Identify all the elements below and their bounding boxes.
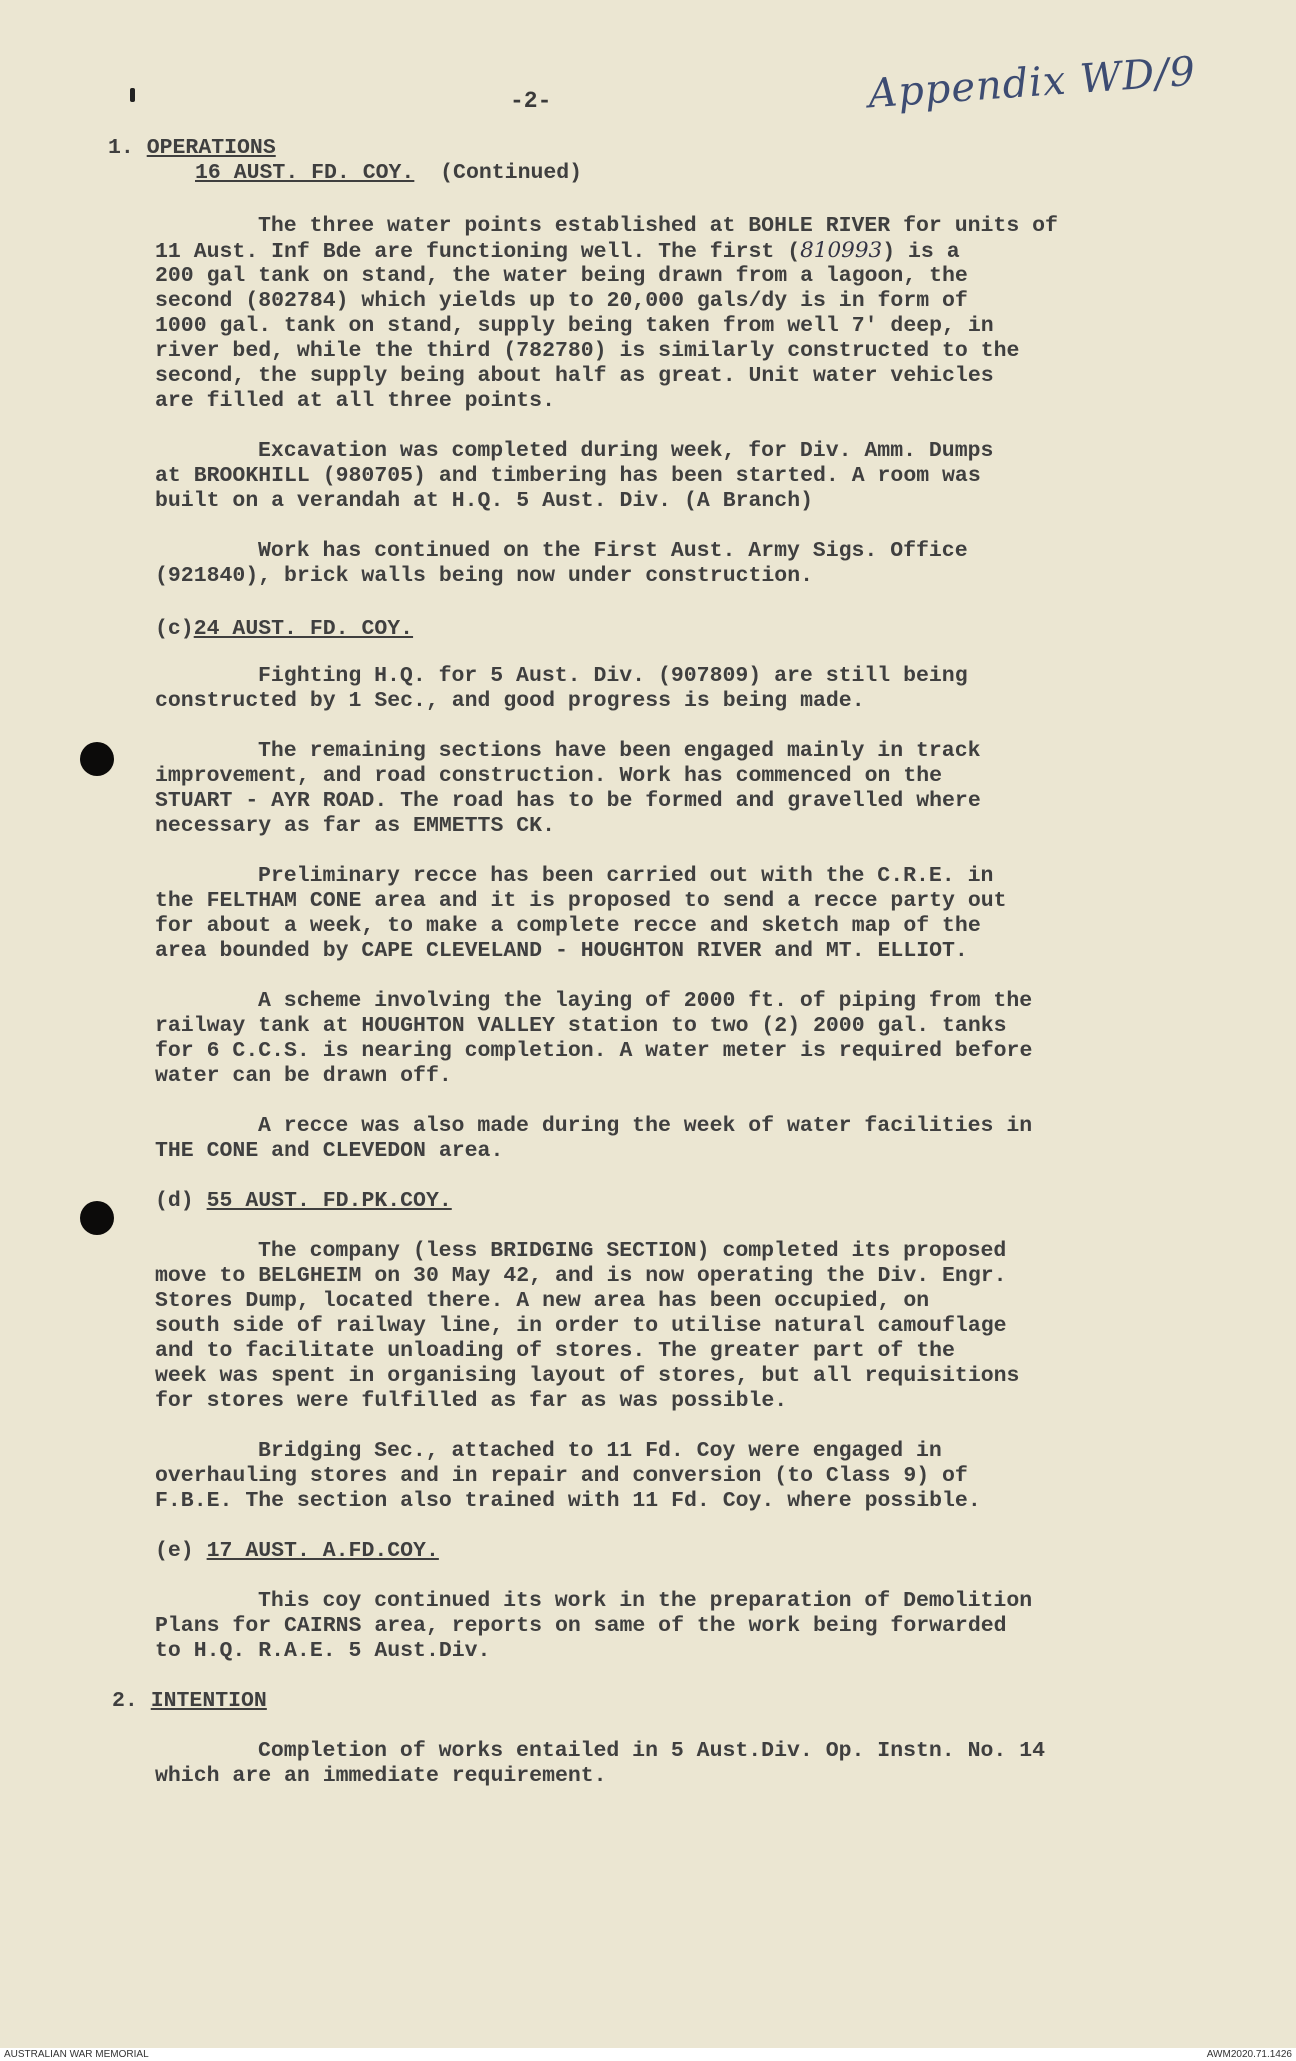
punch-hole-icon bbox=[80, 1201, 114, 1235]
paragraph-line: second (802784) which yields up to 20,000 gals/dy is in form of bbox=[155, 289, 968, 313]
paragraph-line: for stores were fulfilled as far as was possible. bbox=[155, 1389, 788, 1413]
paragraph-line: Bridging Sec., attached to 11 Fd. Coy were engaged in bbox=[258, 1439, 942, 1463]
footer-reference: AWM2020.71.1426 bbox=[1206, 2049, 1292, 2060]
paragraph-line: THE CONE and CLEVEDON area. bbox=[155, 1139, 504, 1163]
paragraph-line: necessary as far as EMMETTS CK. bbox=[155, 814, 555, 838]
archive-footer bbox=[0, 2048, 1296, 2061]
paragraph-line: The company (less BRIDGING SECTION) completed its proposed bbox=[258, 1239, 1007, 1263]
paragraph-line: water can be drawn off. bbox=[155, 1064, 452, 1088]
paragraph-line: 11 Aust. Inf Bde are functioning well. The first (810993) is a bbox=[155, 238, 960, 264]
paragraph-line: The three water points established at BOHLE RIVER for units of bbox=[258, 214, 1058, 238]
paragraph-line: move to BELGHEIM on 30 May 42, and is now operating the Div. Engr. bbox=[155, 1264, 1007, 1288]
paragraph-line: constructed by 1 Sec., and good progress is being made. bbox=[155, 689, 865, 713]
paragraph-line: week was spent in organising layout of stores, but all requisitions bbox=[155, 1364, 1020, 1388]
paragraph-line: for 6 C.C.S. is nearing completion. A water meter is required before bbox=[155, 1039, 1033, 1063]
punch-hole-icon bbox=[80, 742, 114, 776]
paragraph-line: Excavation was completed during week, for Div. Amm. Dumps bbox=[258, 439, 994, 463]
paragraph-line: (921840), brick walls being now under construction. bbox=[155, 564, 814, 588]
paragraph-line: Stores Dump, located there. A new area has been occupied, on bbox=[155, 1289, 930, 1313]
paragraph-line: Completion of works entailed in 5 Aust.Div. Op. Instn. No. 14 bbox=[258, 1739, 1046, 1763]
handwritten-annotation: Appendix WD/9 bbox=[866, 48, 1198, 118]
paragraph-line: F.B.E. The section also trained with 11 Fd. Coy. where possible. bbox=[155, 1489, 981, 1513]
paragraph-line: Fighting H.Q. for 5 Aust. Div. (907809) are still being bbox=[258, 664, 968, 688]
paragraph-line: This coy continued its work in the preparation of Demolition bbox=[258, 1589, 1033, 1613]
page-number: -2- bbox=[510, 88, 552, 114]
paragraph-line: the FELTHAM CONE area and it is proposed to send a recce party out bbox=[155, 889, 1007, 913]
paragraph-line: second, the supply being about half as great. Unit water vehicles bbox=[155, 364, 994, 388]
paragraph-line: south side of railway line, in order to utilise natural camouflage bbox=[155, 1314, 1007, 1338]
section-1-heading: 1. OPERATIONS bbox=[108, 136, 276, 160]
paragraph-line: A recce was also made during the week of water facilities in bbox=[258, 1114, 1033, 1138]
paragraph-line: overhauling stores and in repair and conversion (to Class 9) of bbox=[155, 1464, 968, 1488]
paragraph-line: are filled at all three points. bbox=[155, 389, 555, 413]
pen-mark bbox=[130, 88, 135, 102]
paragraph-line: Plans for CAIRNS area, reports on same of the work being forwarded bbox=[155, 1614, 1007, 1638]
paragraph-line: Work has continued on the First Aust. Army Sigs. Office bbox=[258, 539, 968, 563]
paragraph-line: river bed, while the third (782780) is similarly constructed to the bbox=[155, 339, 1020, 363]
subsection-heading: 16 AUST. FD. COY. (Continued) bbox=[195, 161, 583, 185]
paragraph-line: STUART - AYR ROAD. The road has to be formed and gravelled where bbox=[155, 789, 981, 813]
paragraph-line: at BROOKHILL (980705) and timbering has been started. A room was bbox=[155, 464, 981, 488]
paragraph-line: and to facilitate unloading of stores. The greater part of the bbox=[155, 1339, 955, 1363]
paragraph-line: 200 gal tank on stand, the water being drawn from a lagoon, the bbox=[155, 264, 968, 288]
paragraph-line: for about a week, to make a complete recce and sketch map of the bbox=[155, 914, 981, 938]
paragraph-line: A scheme involving the laying of 2000 ft. of piping from the bbox=[258, 989, 1033, 1013]
paragraph-line: improvement, and road construction. Work has commenced on the bbox=[155, 764, 943, 788]
handwritten-grid-ref: 810993 bbox=[800, 238, 883, 263]
subsection-heading: (e) 17 AUST. A.FD.COY. bbox=[155, 1539, 439, 1563]
paragraph-line: railway tank at HOUGHTON VALLEY station to two (2) 2000 gal. tanks bbox=[155, 1014, 1007, 1038]
paragraph-line: Preliminary recce has been carried out with the C.R.E. in bbox=[258, 864, 994, 888]
subsection-heading: (d) 55 AUST. FD.PK.COY. bbox=[155, 1189, 452, 1213]
paragraph-line: to H.Q. R.A.E. 5 Aust.Div. bbox=[155, 1639, 491, 1663]
paragraph-line: The remaining sections have been engaged mainly in track bbox=[258, 739, 981, 763]
subsection-heading: (c)24 AUST. FD. COY. bbox=[155, 617, 414, 641]
footer-source: AUSTRALIAN WAR MEMORIAL bbox=[4, 2049, 149, 2060]
paragraph-line: 1000 gal. tank on stand, supply being taken from well 7' deep, in bbox=[155, 314, 994, 338]
section-2-heading: 2. INTENTION bbox=[112, 1689, 267, 1713]
paragraph-line: which are an immediate requirement. bbox=[155, 1764, 607, 1788]
paragraph-line: area bounded by CAPE CLEVELAND - HOUGHTON RIVER and MT. ELLIOT. bbox=[155, 939, 968, 963]
paragraph-line: built on a verandah at H.Q. 5 Aust. Div. (A Branch) bbox=[155, 489, 814, 513]
